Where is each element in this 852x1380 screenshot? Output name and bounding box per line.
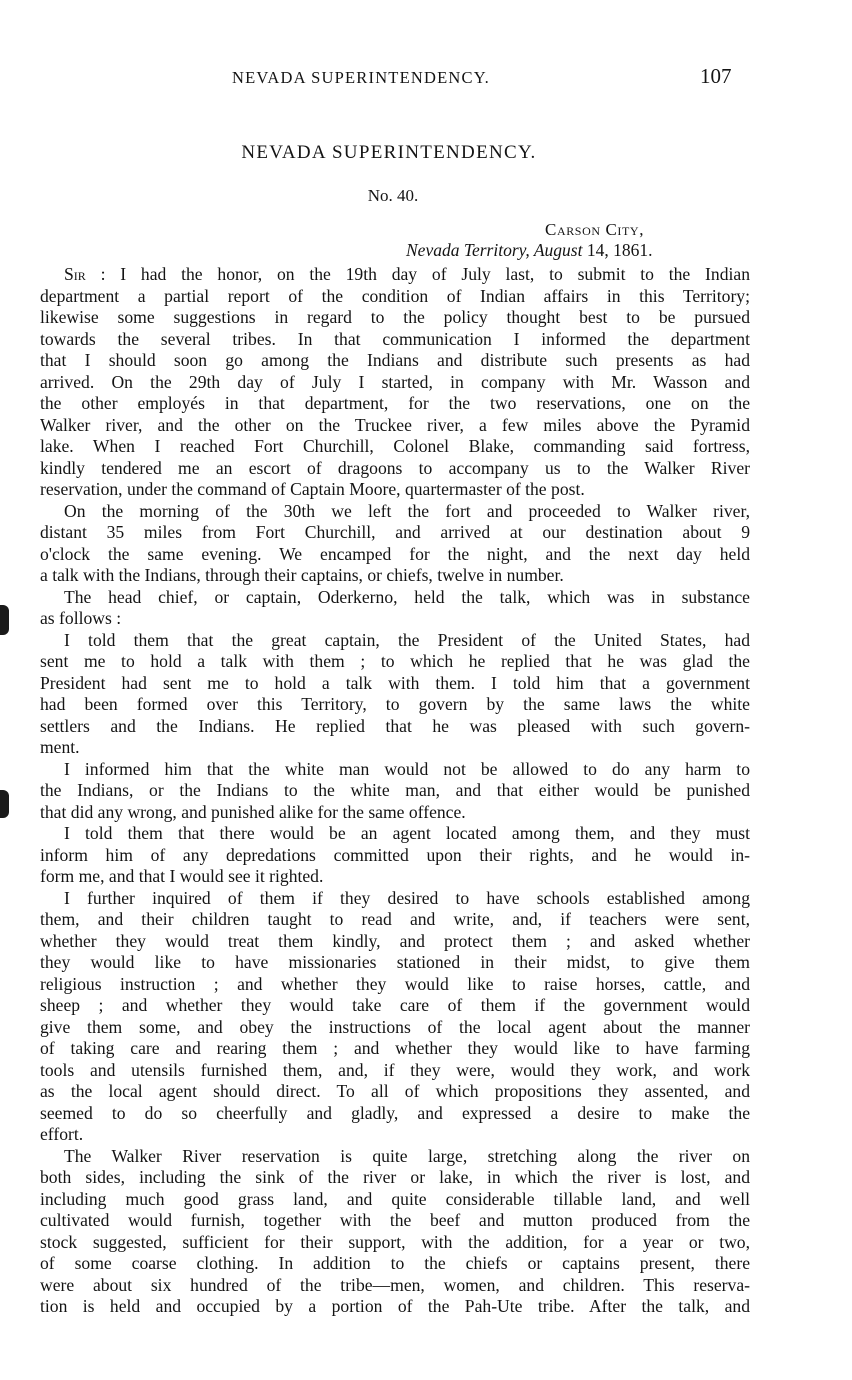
text-line: were about six hundred of the tribe—men, women, and children. This reserva- <box>40 1274 750 1295</box>
running-title: NEVADA SUPERINTENDENCY. <box>232 68 491 87</box>
margin-scan-mark <box>0 605 9 635</box>
text-line: I further inquired of them if they desired to have schools established among <box>64 887 750 908</box>
text-line: On the morning of the 30th we left the fort and proceeded to Walker river, <box>64 500 750 521</box>
text-line: both sides, including the sink of the river or lake, in which the river is lost, and <box>40 1167 750 1187</box>
text-line: of taking care and rearing them ; and whether they would like to have farming <box>40 1038 750 1058</box>
text-line: as follows : <box>40 608 122 628</box>
text-line: they would like to have missionaries stationed in their midst, to give them <box>40 952 750 972</box>
text-line: of some coarse clothing. In addition to the chiefs or captains present, there <box>40 1253 750 1273</box>
text-line: Sir : I had the honor, on the 19th day of July last, to submit to the Indian <box>64 264 750 284</box>
running-header <box>0 64 852 90</box>
text-line: form me, and that I would see it righted. <box>40 866 324 886</box>
dateline-territory-month: Nevada Territory, August <box>406 240 583 260</box>
text-line: give them some, and obey the instructions of the local agent about the manner <box>40 1016 750 1037</box>
page-number: 107 <box>700 64 732 88</box>
margin-scan-mark <box>0 790 9 818</box>
text-line: lake. When I reached Fort Churchill, Colonel Blake, commanding said fortress, <box>40 436 750 456</box>
text-line: stock suggested, sufficient for their support, with the addition, for a year or two, <box>40 1231 750 1252</box>
text-line: likewise some suggestions in regard to the policy thought best to be pursued <box>40 307 750 327</box>
letter-body <box>40 264 750 1318</box>
text-line: The head chief, or captain, Oderkerno, held the talk, which was in substance <box>64 586 750 607</box>
text-line: had been formed over this Territory, to govern by the same laws the white <box>40 694 750 714</box>
dateline-day-year: 14, 1861. <box>586 240 653 260</box>
document-number: No. 40. <box>367 186 419 205</box>
text-line: I told them that there would be an agent located among them, and they must <box>64 823 750 843</box>
text-line: cultivated would furnish, together with the beef and mutton produced from the <box>40 1210 750 1230</box>
text-line: I told them that the great captain, the President of the United States, had <box>64 629 750 650</box>
text-line: a talk with the Indians, through their captains, or chiefs, twelve in number. <box>40 565 564 585</box>
text-line: reservation, under the command of Captain Moore, quartermaster of the post. <box>40 479 585 499</box>
text-line: tion is held and occupied by a portion of the Pah-Ute tribe. After the talk, and <box>40 1296 750 1316</box>
text-line: the other employés in that department, for the two reservations, one on the <box>40 393 750 413</box>
text-line: distant 35 miles from Fort Churchill, and arrived at our destination about 9 <box>40 522 750 542</box>
text-line: ment. <box>40 737 80 757</box>
dateline-date <box>406 240 652 261</box>
text-line: the Indians, or the Indians to the white man, and that either would be punished <box>40 780 750 800</box>
text-line: including much good grass land, and quite considerable tillable land, and well <box>40 1188 750 1209</box>
text-line: Walker river, and the other on the Truckee river, a few miles above the Pyramid <box>40 414 750 435</box>
dateline-place: Carson City, <box>545 220 645 239</box>
text-line: President had sent me to hold a talk with them. I told him that a government <box>40 672 750 693</box>
text-line: whether they would treat them kindly, and protect them ; and asked whether <box>40 930 750 951</box>
salutation: Sir : <box>64 264 106 284</box>
text-line: that did any wrong, and punished alike for the same offence. <box>40 801 466 822</box>
section-title: NEVADA SUPERINTENDENCY. <box>241 142 537 163</box>
text-line: seemed to do so cheerfully and gladly, and expressed a desire to make the <box>40 1102 750 1123</box>
text-line: effort. <box>40 1124 84 1144</box>
text-line: department a partial report of the condition of Indian affairs in this Territory; <box>40 285 750 306</box>
text-line: religious instruction ; and whether they would like to raise horses, cattle, and <box>40 973 750 994</box>
text-line: inform him of any depredations committed upon their rights, and he would in- <box>40 844 750 865</box>
text-line: sent me to hold a talk with them ; to which he replied that he was glad the <box>40 651 750 671</box>
text-line: kindly tendered me an escort of dragoons to accompany us to the Walker River <box>40 457 750 478</box>
text-line: that I should soon go among the Indians and distribute such presents as had <box>40 350 750 370</box>
text-line: sheep ; and whether they would take care of them if the government would <box>40 995 750 1015</box>
text-line: The Walker River reservation is quite large, stretching along the river on <box>64 1145 750 1166</box>
text-line: them, and their children taught to read and write, and, if teachers were sent, <box>40 909 750 929</box>
text-line: tools and utensils furnished them, and, if they were, would they work, and work <box>40 1059 750 1080</box>
text-line: I informed him that the white man would not be allowed to do any harm to <box>64 758 750 779</box>
text-line: settlers and the Indians. He replied that he was pleased with such govern- <box>40 715 750 736</box>
text-line: towards the several tribes. In that communication I informed the department <box>40 328 750 349</box>
text-line: arrived. On the 29th day of July I started, in company with Mr. Wasson and <box>40 371 750 392</box>
text-line: as the local agent should direct. To all of which propositions they assented, and <box>40 1081 750 1101</box>
text-line: o'clock the same evening. We encamped for the night, and the next day held <box>40 543 750 564</box>
